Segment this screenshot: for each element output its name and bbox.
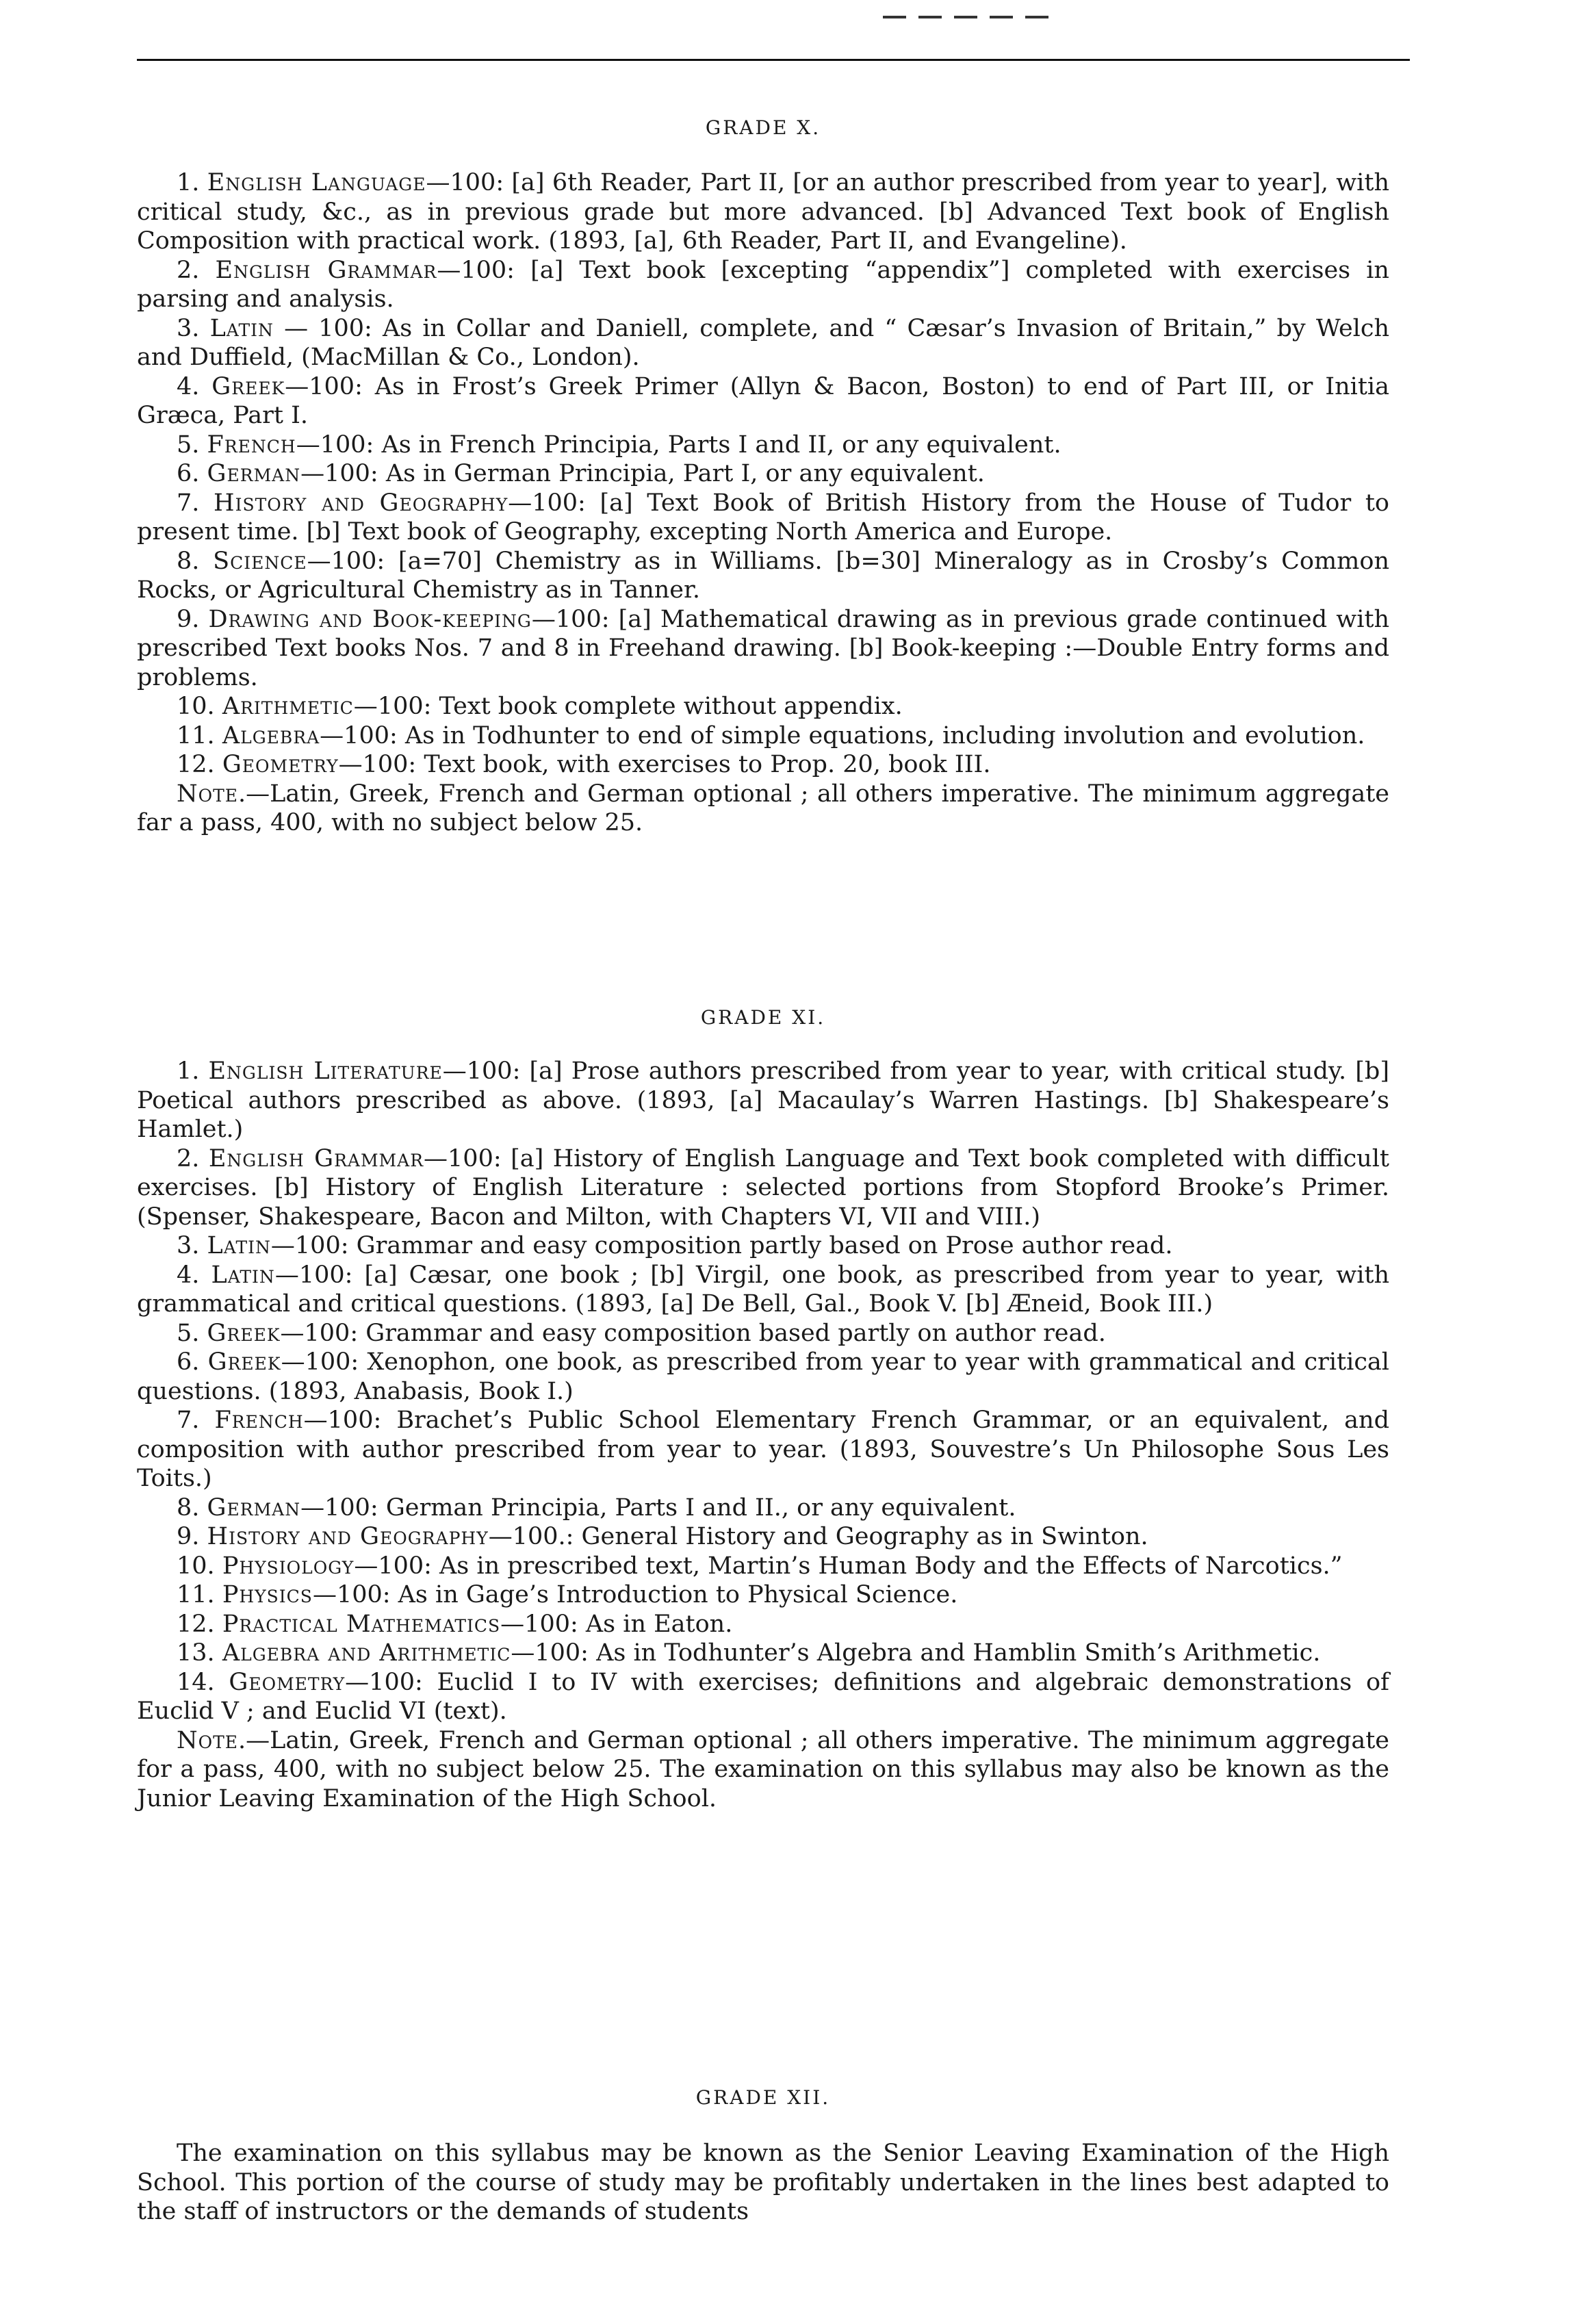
item-description: —100: [a] History of English Language and Text book completed with difficult exercises. [b] History of English Literature : selected portions from Stopford Brooke’s Primer. (Spenser, Shakespeare, Bacon and Milton, with Chapters VI, VII and VIII.) — [137, 1144, 1389, 1231]
item-number: 1. — [177, 169, 200, 196]
syllabus-item — [137, 256, 1389, 314]
syllabus-item — [137, 1493, 1389, 1523]
grade-10-note — [137, 780, 1389, 838]
grade-11-note — [137, 1726, 1389, 1814]
item-description: —100: [a] Text Book of British History from the House of Tudor to present time. [b] Text book of Geography, excepting North America and Europe. — [137, 489, 1389, 546]
item-description: —100: Xenophon, one book, as prescribed from year to year with grammatical and critical questions. (1893, Anabasis, Book I.) — [137, 1348, 1389, 1405]
item-description: —100: [a] Cæsar, one book ; [b] Virgil, one book, as prescribed from year to year, with grammatical and critical questions. (1893, [a] De Bell, Gal., Book V. [b] Æneid, Book III.) — [137, 1261, 1389, 1318]
item-description: —100: Euclid I to IV with exercises; definitions and algebraic demonstrations of Euclid V ; and Euclid VI (text). — [137, 1668, 1389, 1725]
item-number: 6. — [177, 1348, 200, 1376]
syllabus-item — [137, 1406, 1389, 1493]
item-description: —100: [a] 6th Reader, Part II, [or an author prescribed from year to year], with critical study, &c., as in previous grade but more advanced. [b] Advanced Text book of English Composition with practical work. (1893, [a], 6th Reader, Part II, and Evangeline). — [137, 169, 1389, 255]
item-subject: Physics — [222, 1581, 313, 1608]
item-subject: Latin — [211, 1261, 275, 1289]
item-description: —100: Grammar and easy composition based partly on author read. — [280, 1319, 1106, 1347]
item-description: —100: [a] Mathematical drawing as in previous grade continued with prescribed Text books Nos. 7 and 8 in Freehand drawing. [b] Book-keeping :—Double Entry forms and problems. — [137, 605, 1389, 691]
grade-12-heading: GRADE XII. — [695, 2086, 831, 2109]
item-subject: English Grammar — [208, 1144, 424, 1172]
syllabus-item — [137, 1580, 1389, 1610]
item-number: 13. — [177, 1639, 215, 1667]
item-subject: Science — [213, 547, 307, 575]
item-subject: Greek — [207, 1319, 281, 1347]
item-subject: Practical Mathematics — [222, 1610, 501, 1638]
item-number: 5. — [177, 1319, 200, 1347]
item-subject: English Grammar — [215, 256, 437, 284]
item-description: —100: Brachet’s Public School Elementary French Grammar, or an equivalent, and composition with author prescribed from year to year. (1893, Souvestre’s Un Philosophe Sous Les Toits.) — [137, 1407, 1389, 1492]
syllabus-item — [137, 1057, 1389, 1144]
item-number: 14. — [177, 1668, 215, 1696]
item-description: —100: As in Frost’s Greek Primer (Allyn & Bacon, Boston) to end of Part III, or Initia Græca, Part I. — [137, 372, 1389, 429]
syllabus-item — [137, 605, 1389, 693]
item-number: 3. — [177, 314, 200, 342]
item-number: 8. — [177, 1493, 200, 1522]
item-description: —100: Grammar and easy composition partly based on Prose author read. — [270, 1232, 1173, 1259]
item-description: —100: German Principia, Parts I and II., or any equivalent. — [300, 1493, 1016, 1522]
item-number: 2. — [177, 256, 200, 284]
item-subject: Latin — [207, 1232, 271, 1259]
item-description: —100: As in prescribed text, Martin’s Human Body and the Effects of Narcotics.” — [354, 1552, 1343, 1580]
item-subject: Algebra and Arithmetic — [222, 1639, 511, 1667]
grade-11-section — [137, 1057, 1389, 1813]
item-description: —100.: General History and Geography as in Swinton. — [488, 1523, 1148, 1550]
syllabus-item — [137, 314, 1389, 372]
item-subject: Latin — [209, 314, 274, 342]
item-description: —100: Text book complete without appendix. — [353, 693, 903, 720]
note-label: Note — [177, 780, 239, 808]
grade-10-items — [137, 168, 1389, 780]
syllabus-item — [137, 721, 1389, 751]
item-subject: Geometry — [222, 751, 339, 778]
syllabus-item — [137, 1639, 1389, 1668]
grade-11-items — [137, 1057, 1389, 1726]
note-label: Note — [177, 1726, 239, 1754]
item-subject: Drawing and Book-keeping — [208, 605, 532, 633]
item-number: 7. — [177, 489, 200, 517]
item-number: 12. — [177, 1610, 215, 1638]
item-description: — 100: As in Collar and Daniell, complete, and “ Cæsar’s Invasion of Britain,” by Welch and Duffield, (MacMillan & Co., London). — [137, 314, 1389, 371]
grade-10-section — [137, 168, 1389, 838]
item-subject: History and Geography — [214, 489, 509, 517]
syllabus-item — [137, 750, 1389, 780]
item-description: —100: As in Todhunter’s Algebra and Hamblin Smith’s Arithmetic. — [511, 1639, 1321, 1667]
item-subject: Greek — [211, 372, 285, 400]
item-number: 11. — [177, 721, 215, 749]
item-description: —100: Text book, with exercises to Prop. 20, book III. — [338, 751, 991, 778]
syllabus-item — [137, 1522, 1389, 1552]
syllabus-item — [137, 431, 1389, 460]
item-subject: French — [207, 431, 296, 459]
item-subject: German — [207, 1493, 301, 1522]
grade-12-text: The examination on this syllabus may be known as the Senior Leaving Examination of the High School. This portion of the course of study may be profitably undertaken in the lines best adapted to the staff of instructors or the demands of students — [137, 2140, 1389, 2225]
item-number: 9. — [177, 605, 200, 633]
note-text: .—Latin, Greek, French and German optional ; all others imperative. The minimum aggregate for a pass, 400, with no subject below 25. The examination on this syllabus may also be known as the Junior Leaving Examination of the High School. — [137, 1726, 1389, 1812]
item-number: 6. — [177, 460, 200, 487]
item-number: 11. — [177, 1581, 215, 1608]
syllabus-item — [137, 1231, 1389, 1261]
item-subject: History and Geography — [207, 1523, 489, 1550]
item-number: 10. — [177, 1552, 215, 1580]
grade-12-section — [137, 2139, 1389, 2227]
syllabus-item — [137, 1348, 1389, 1406]
item-subject: French — [214, 1407, 304, 1434]
item-description: —100: As in French Principia, Parts I and II, or any equivalent. — [296, 431, 1061, 459]
item-subject: German — [207, 460, 301, 487]
item-number: 8. — [177, 547, 200, 575]
syllabus-item — [137, 1668, 1389, 1726]
item-number: 10. — [177, 693, 215, 720]
item-description: —100: [a=70] Chemistry as in Williams. [b=30] Mineralogy as in Crosby’s Common Rocks, or Agricultural Chemistry as in Tanner. — [137, 547, 1389, 604]
item-number: 2. — [177, 1144, 200, 1172]
header-rule — [137, 59, 1410, 61]
item-subject: English Language — [207, 169, 426, 196]
header-mark — [883, 10, 1088, 23]
grade-11-heading: GRADE XI. — [700, 1006, 826, 1029]
item-number: 4. — [177, 1261, 200, 1289]
item-number: 3. — [177, 1232, 200, 1259]
syllabus-item — [137, 1552, 1389, 1581]
item-description: —100: As in Gage’s Introduction to Physical Science. — [312, 1581, 958, 1608]
syllabus-item — [137, 489, 1389, 547]
item-description: —100: As in German Principia, Part I, or any equivalent. — [300, 460, 985, 487]
syllabus-item — [137, 547, 1389, 605]
item-number: 7. — [177, 1407, 200, 1434]
note-text: .—Latin, Greek, French and German optional ; all others imperative. The minimum aggregate far a pass, 400, with no subject below 25. — [137, 780, 1389, 836]
syllabus-item — [137, 372, 1389, 431]
item-subject: Greek — [207, 1348, 281, 1376]
item-subject: English Literature — [208, 1057, 443, 1085]
item-description: —100: As in Todhunter to end of simple equations, including involution and evolution. — [320, 721, 1365, 749]
item-description: —100: [a] Prose authors prescribed from year to year, with critical study. [b] Poetical authors prescribed as above. (1893, [a] Macaulay’s Warren Hastings. [b] Shakespeare’s Hamlet.) — [137, 1057, 1389, 1143]
syllabus-item — [137, 692, 1389, 721]
syllabus-item — [137, 459, 1389, 489]
item-subject: Algebra — [222, 721, 320, 749]
item-number: 12. — [177, 751, 215, 778]
item-subject: Arithmetic — [222, 693, 354, 720]
syllabus-item — [137, 1319, 1389, 1348]
syllabus-item — [137, 168, 1389, 256]
syllabus-item — [137, 1610, 1389, 1639]
item-number: 9. — [177, 1523, 200, 1550]
syllabus-item — [137, 1144, 1389, 1232]
item-description: —100: As in Eaton. — [500, 1610, 733, 1638]
item-subject: Geometry — [229, 1668, 346, 1696]
syllabus-item — [137, 1261, 1389, 1319]
item-number: 5. — [177, 431, 200, 459]
item-subject: Physiology — [222, 1552, 355, 1580]
item-number: 4. — [177, 372, 200, 400]
item-number: 1. — [177, 1057, 200, 1085]
item-description: —100: [a] Text book [excepting “appendix”] completed with exercises in parsing and analysis. — [137, 256, 1389, 313]
grade-10-heading: GRADE X. — [705, 116, 821, 139]
